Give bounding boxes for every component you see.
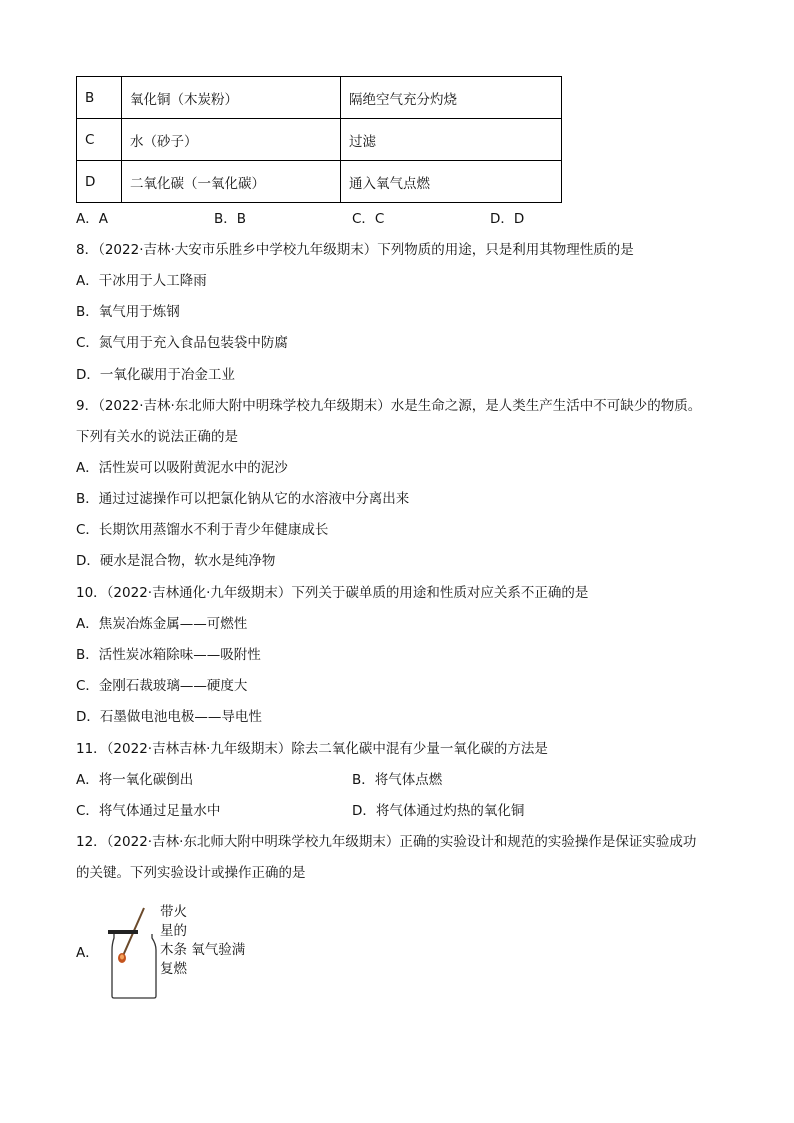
gas-bottle <box>112 934 156 998</box>
q7-option-b: B．B <box>214 211 247 227</box>
q7-option-a: A．A <box>76 211 108 227</box>
ember-glow <box>120 955 124 960</box>
q8-option-a: A．干冰用于人工降雨 <box>76 273 207 289</box>
q8-option-d: D．一氧化碳用于冶金工业 <box>76 367 235 383</box>
figure-label: 带火 <box>160 904 187 920</box>
q8-stem: 8．（2022·吉林·大安市乐胜乡中学校九年级期末）下列物质的用途，只是利用其物理性质的是 <box>76 242 634 258</box>
q9-option-b: B．通过过滤操作可以把氯化钠从它的水溶液中分离出来 <box>76 491 410 507</box>
q10-option-b: B．活性炭冰箱除味——吸附性 <box>76 647 261 663</box>
q12-option-a-letter: A． <box>76 945 99 961</box>
q9-option-d: D．硬水是混合物，软水是纯净物 <box>76 553 276 569</box>
q10-option-c: C．金刚石裁玻璃——硬度大 <box>76 678 248 694</box>
q11-stem: 11．（2022·吉林吉林·九年级期末）除去二氧化碳中混有少量一氧化碳的方法是 <box>76 741 548 757</box>
row-method: 隔绝空气充分灼烧 <box>341 77 562 119</box>
row-letter: C <box>77 119 122 161</box>
table-row <box>77 161 562 203</box>
q10-option-d: D．石墨做电池电极——导电性 <box>76 709 262 725</box>
glass-plate <box>108 930 138 934</box>
q11-option-a: A．将一氧化碳倒出 <box>76 772 194 788</box>
q8-option-b: B．氧气用于炼钢 <box>76 304 180 320</box>
q7-option-d: D．D <box>490 211 525 227</box>
row-letter: B <box>77 77 122 119</box>
q7-option-c: C．C <box>352 211 385 227</box>
q9-option-a: A．活性炭可以吸附黄泥水中的泥沙 <box>76 460 288 476</box>
table-row <box>77 77 562 119</box>
row-method: 过滤 <box>341 119 562 161</box>
q12-stem-line2: 的关键。下列实验设计或操作正确的是 <box>76 865 306 881</box>
row-substance: 水（砂子） <box>122 119 341 161</box>
q12-stem-line1: 12．（2022·吉林·东北师大附中明珠学校九年级期末）正确的实验设计和规范的实验操作是保证实验成功 <box>76 834 697 850</box>
row-letter: D <box>77 161 122 203</box>
q9-stem-line2: 下列有关水的说法正确的是 <box>76 429 238 445</box>
gas-bottle-diagram <box>108 904 168 1004</box>
figure-label: 星的 <box>160 923 187 939</box>
q8-option-c: C．氮气用于充入食品包装袋中防腐 <box>76 335 288 351</box>
figure-label: 木条 氧气验满 <box>160 942 246 958</box>
table-row <box>77 119 562 161</box>
row-method: 通入氧气点燃 <box>341 161 562 203</box>
q11-option-d: D．将气体通过灼热的氧化铜 <box>352 803 525 819</box>
q11-option-c: C．将气体通过足量水中 <box>76 803 221 819</box>
figure-label: 复燃 <box>160 961 187 977</box>
row-substance: 二氧化碳（一氧化碳） <box>122 161 341 203</box>
q10-stem: 10．（2022·吉林通化·九年级期末）下列关于碳单质的用途和性质对应关系不正确的是 <box>76 585 589 601</box>
oxygen-test-figure <box>108 904 268 1004</box>
options-table <box>76 76 562 203</box>
q11-option-b: B．将气体点燃 <box>352 772 443 788</box>
row-substance: 氧化铜（木炭粉） <box>122 77 341 119</box>
q9-option-c: C．长期饮用蒸馏水不利于青少年健康成长 <box>76 522 329 538</box>
q9-stem-line1: 9．（2022·吉林·东北师大附中明珠学校九年级期末）水是生命之源，是人类生产生活中不可缺少的物质。 <box>76 398 702 414</box>
q10-option-a: A．焦炭冶炼金属——可燃性 <box>76 616 248 632</box>
